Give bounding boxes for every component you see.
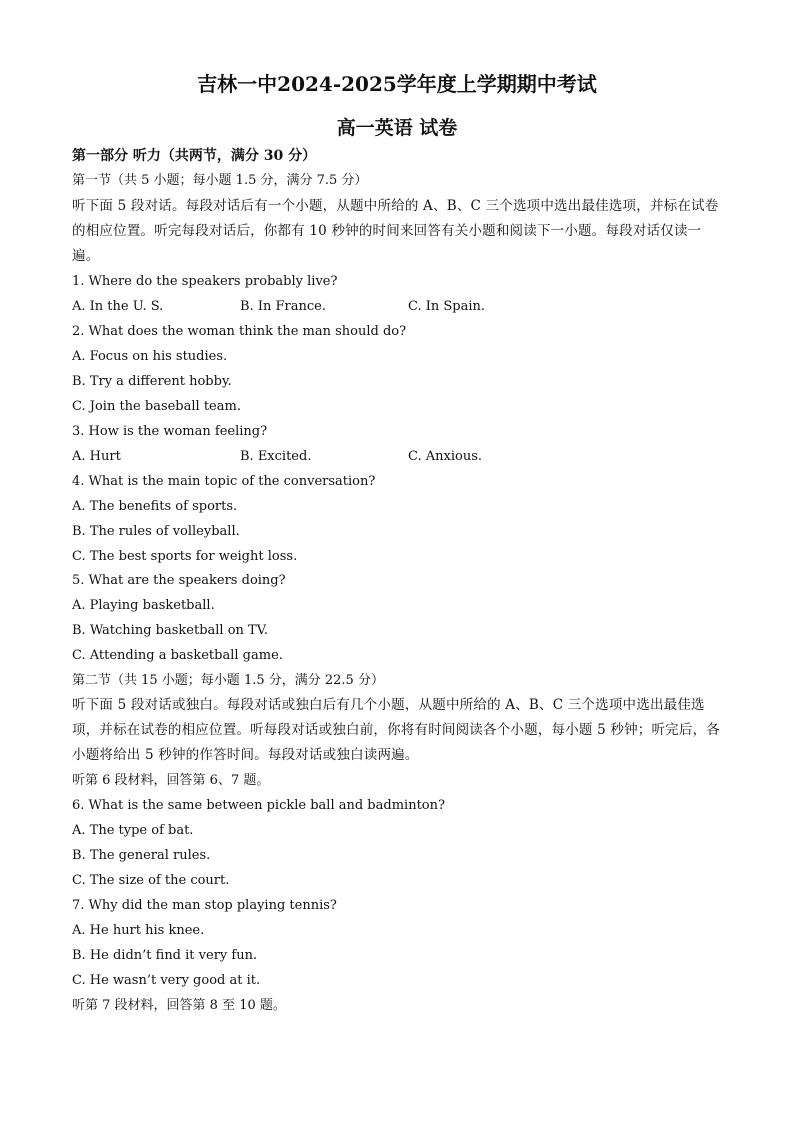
question-2-option-a: A. Focus on his studies. [72,349,228,364]
question-5-option-a: A. Playing basketball. [72,598,215,613]
question-4-stem: 4. What is the main topic of the conversation? [72,474,376,489]
material-6-note: 听第 6 段材料，回答第 6、7 题。 [72,773,270,788]
question-2-option-b: B. Try a different hobby. [72,374,232,389]
question-1-option-c: C. In Spain. [408,299,486,314]
section2-instructions: 听下面 5 段对话或独白。每段对话或独白后有几个小题，从题中所给的 A、B、C 三个选项中选出最佳选项，并标在试卷的相应位置。听每段对话或独白前，你将有时间阅读各个小题，每小题 5 秒钟；听完后，各小题将给出 5 秒钟的作答时间。每段对话或独白读两遍。 [72,697,720,763]
question-4-option-c: C. The best sports for weight loss. [72,549,298,564]
part1-heading: 第一部分 听力（共两节，满分 30 分） [72,148,317,164]
exam-title: 吉林一中2024-2025学年度上学期期中考试 [197,72,597,96]
question-4-option-b: B. The rules of volleyball. [72,524,240,539]
question-5-stem: 5. What are the speakers doing? [72,573,286,588]
question-2-option-c: C. Join the baseball team. [72,399,241,414]
question-6-option-a: A. The type of bat. [72,823,194,838]
question-7-option-a: A. He hurt his knee. [72,923,205,938]
question-3-option-a: A. Hurt [72,449,121,464]
question-7-option-b: B. He didn’t find it very fun. [72,948,258,963]
question-2-stem: 2. What does the woman think the man should do? [72,324,407,339]
question-5-option-b: B. Watching basketball on TV. [72,623,268,638]
section1-instructions: 听下面 5 段对话。每段对话后有一个小题，从题中所给的 A、B、C 三个选项中选出最佳选项，并标在试卷的相应位置。听完每段对话后，你都有 10 秒钟的时间来回答有关小题和阅读下一小题。每段对话仅读一遍。 [72,198,719,264]
exam-subtitle: 高一英语 试卷 [336,117,458,139]
question-6-stem: 6. What is the same between pickle ball and badminton? [72,798,445,813]
question-7-stem: 7. Why did the man stop playing tennis? [72,898,337,913]
question-1-option-a: A. In the U. S. [72,299,164,314]
question-6-option-b: B. The general rules. [72,848,211,863]
question-3-stem: 3. How is the woman feeling? [72,424,268,439]
question-1-option-b: B. In France. [240,299,326,314]
question-6-option-c: C. The size of the court. [72,873,230,888]
material-7-note: 听第 7 段材料，回答第 8 至 10 题。 [72,998,286,1013]
question-3-option-b: B. Excited. [240,449,312,464]
question-5-option-c: C. Attending a basketball game. [72,648,283,663]
section1-heading: 第一节（共 5 小题；每小题 1.5 分，满分 7.5 分） [72,173,368,188]
question-4-option-a: A. The benefits of sports. [72,499,238,514]
section2-heading: 第二节（共 15 小题；每小题 1.5 分，满分 22.5 分） [72,673,384,688]
question-7-option-c: C. He wasn’t very good at it. [72,973,261,988]
question-1-stem: 1. Where do the speakers probably live? [72,274,338,289]
question-3-option-c: C. Anxious. [408,449,483,464]
